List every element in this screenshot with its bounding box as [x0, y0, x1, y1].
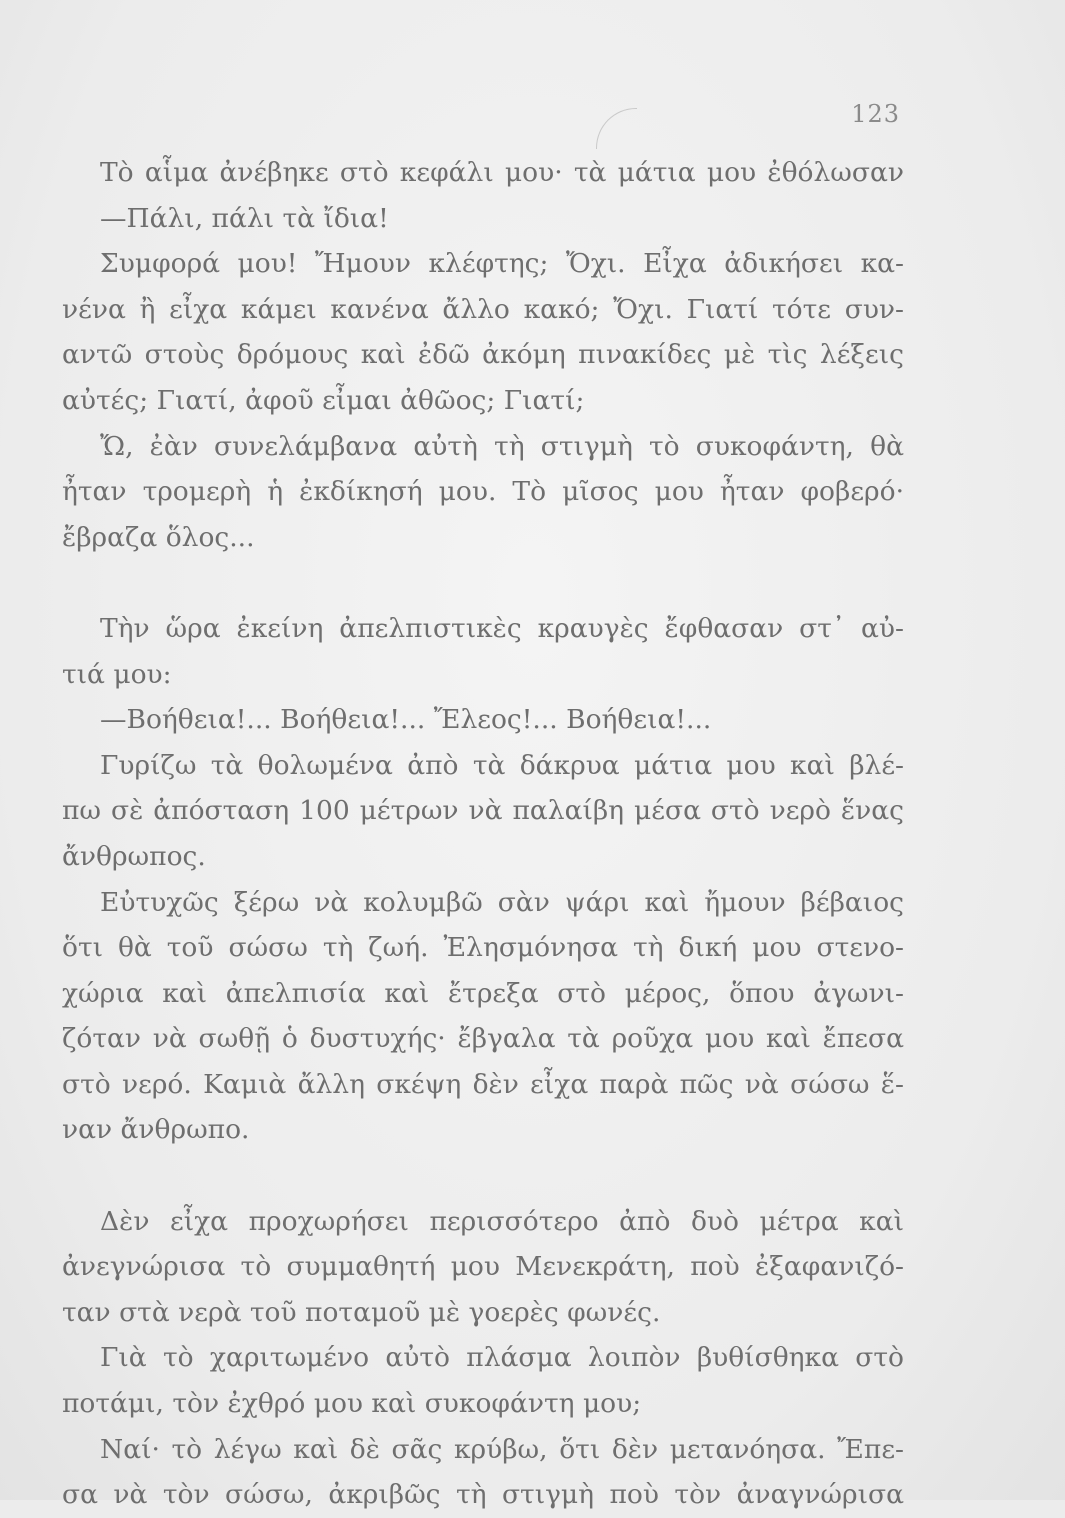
text-line: Τὸ αἷμα ἀνέβηκε στὸ κεφάλι μου· τὰ μάτια μου ἐθόλωσαν	[100, 157, 904, 188]
paragraph-gap	[62, 560, 904, 606]
text-line: —Βοήθεια!... Βοήθεια!... Ἔλεος!... Βοήθεια!...	[100, 704, 712, 736]
text-line: ταν στὰ νερὰ τοῦ ποταμοῦ μὲ γοερὲς φωνές.	[62, 1296, 661, 1328]
paragraph-gap	[62, 1153, 904, 1199]
text-line: ζόταν νὰ σωθῇ ὁ δυστυχής· ἔβγαλα τὰ ροῦχα μου καὶ ἔπεσα	[62, 1023, 904, 1055]
text-line: ἔβραζα ὅλος...	[62, 521, 255, 553]
text-line: ἀνεγνώρισα τὸ συμμαθητή μου Μενεκράτη, ποὺ ἐξαφανιζό-	[62, 1251, 904, 1283]
text-line: σα νὰ τὸν σώσω, ἀκριβῶς τὴ στιγμὴ ποὺ τὸν ἀναγνώρισα	[62, 1479, 904, 1511]
text-line: Γιὰ τὸ χαριτωμένο αὐτὸ πλάσμα λοιπὸν βυθίσθηκα στὸ	[100, 1342, 904, 1374]
text-line: Τὴν ὥρα ἐκείνη ἀπελπιστικὲς κραυγὲς ἔφθασαν στ᾽ αὐ-	[100, 612, 904, 644]
text-line: Ὤ, ἐὰν συνελάμβανα αὐτὴ τὴ στιγμὴ τὸ συκοφάντη, θὰ	[100, 430, 904, 462]
text-line: αντῶ στοὺς δρόμους καὶ ἐδῶ ἀκόμη πινακίδες μὲ τὶς λέξεις	[62, 339, 904, 371]
page-number: 123	[851, 100, 900, 128]
text-line: τιά μου:	[62, 658, 172, 690]
text-line: στὸ νερό. Καμιὰ ἄλλη σκέψη δὲν εἶχα παρὰ πῶς νὰ σώσω ἕ-	[62, 1068, 904, 1100]
text-line: Δὲν εἶχα προχωρήσει περισσότερο ἀπὸ δυὸ μέτρα καὶ	[100, 1205, 904, 1237]
text-line: ποτάμι, τὸν ἐχθρό μου καὶ συκοφάντη μου;	[62, 1388, 642, 1420]
text-line: ναν ἄνθρωπο.	[62, 1114, 250, 1146]
text-line: ἄνθρωπος.	[62, 840, 206, 872]
text-line: Εὐτυχῶς ξέρω νὰ κολυμβῶ σὰν ψάρι καὶ ἤμουν βέβαιος	[100, 886, 904, 918]
text-line: ἦταν τρομερὴ ἡ ἐκδίκησή μου. Τὸ μῖσος μου ἦταν φοβερό·	[62, 476, 904, 508]
body-text	[62, 150, 904, 1518]
text-line: Συμφορά μου! Ἤμουν κλέφτης; Ὄχι. Εἶχα ἀδικήσει κα-	[100, 248, 904, 280]
text-line: Γυρίζω τὰ θολωμένα ἀπὸ τὰ δάκρυα μάτια μου καὶ βλέ-	[100, 749, 904, 781]
text-line: νένα ἢ εἶχα κάμει κανένα ἄλλο κακό; Ὄχι. Γιατί τότε συν-	[62, 293, 904, 325]
text-line: πω σὲ ἀπόσταση 100 μέτρων νὰ παλαίβη μέσα στὸ νερὸ ἕνας	[62, 795, 904, 827]
text-line: ὅτι θὰ τοῦ σώσω τὴ ζωή. Ἐλησμόνησα τὴ δική μου στενο-	[62, 932, 904, 964]
text-line: —Πάλι, πάλι τὰ ἴδια!	[100, 202, 389, 234]
text-line: Ναί· τὸ λέγω καὶ δὲ σᾶς κρύβω, ὅτι δὲν μετανόησα. Ἔπε-	[100, 1433, 904, 1465]
text-line: αὐτές; Γιατί, ἀφοῦ εἶμαι ἀθῶος; Γιατί;	[62, 384, 585, 416]
text-line: χώρια καὶ ἀπελπισία καὶ ἔτρεξα στὸ μέρος, ὅπου ἀγωνι-	[62, 977, 904, 1009]
scan-artifact	[596, 108, 637, 149]
